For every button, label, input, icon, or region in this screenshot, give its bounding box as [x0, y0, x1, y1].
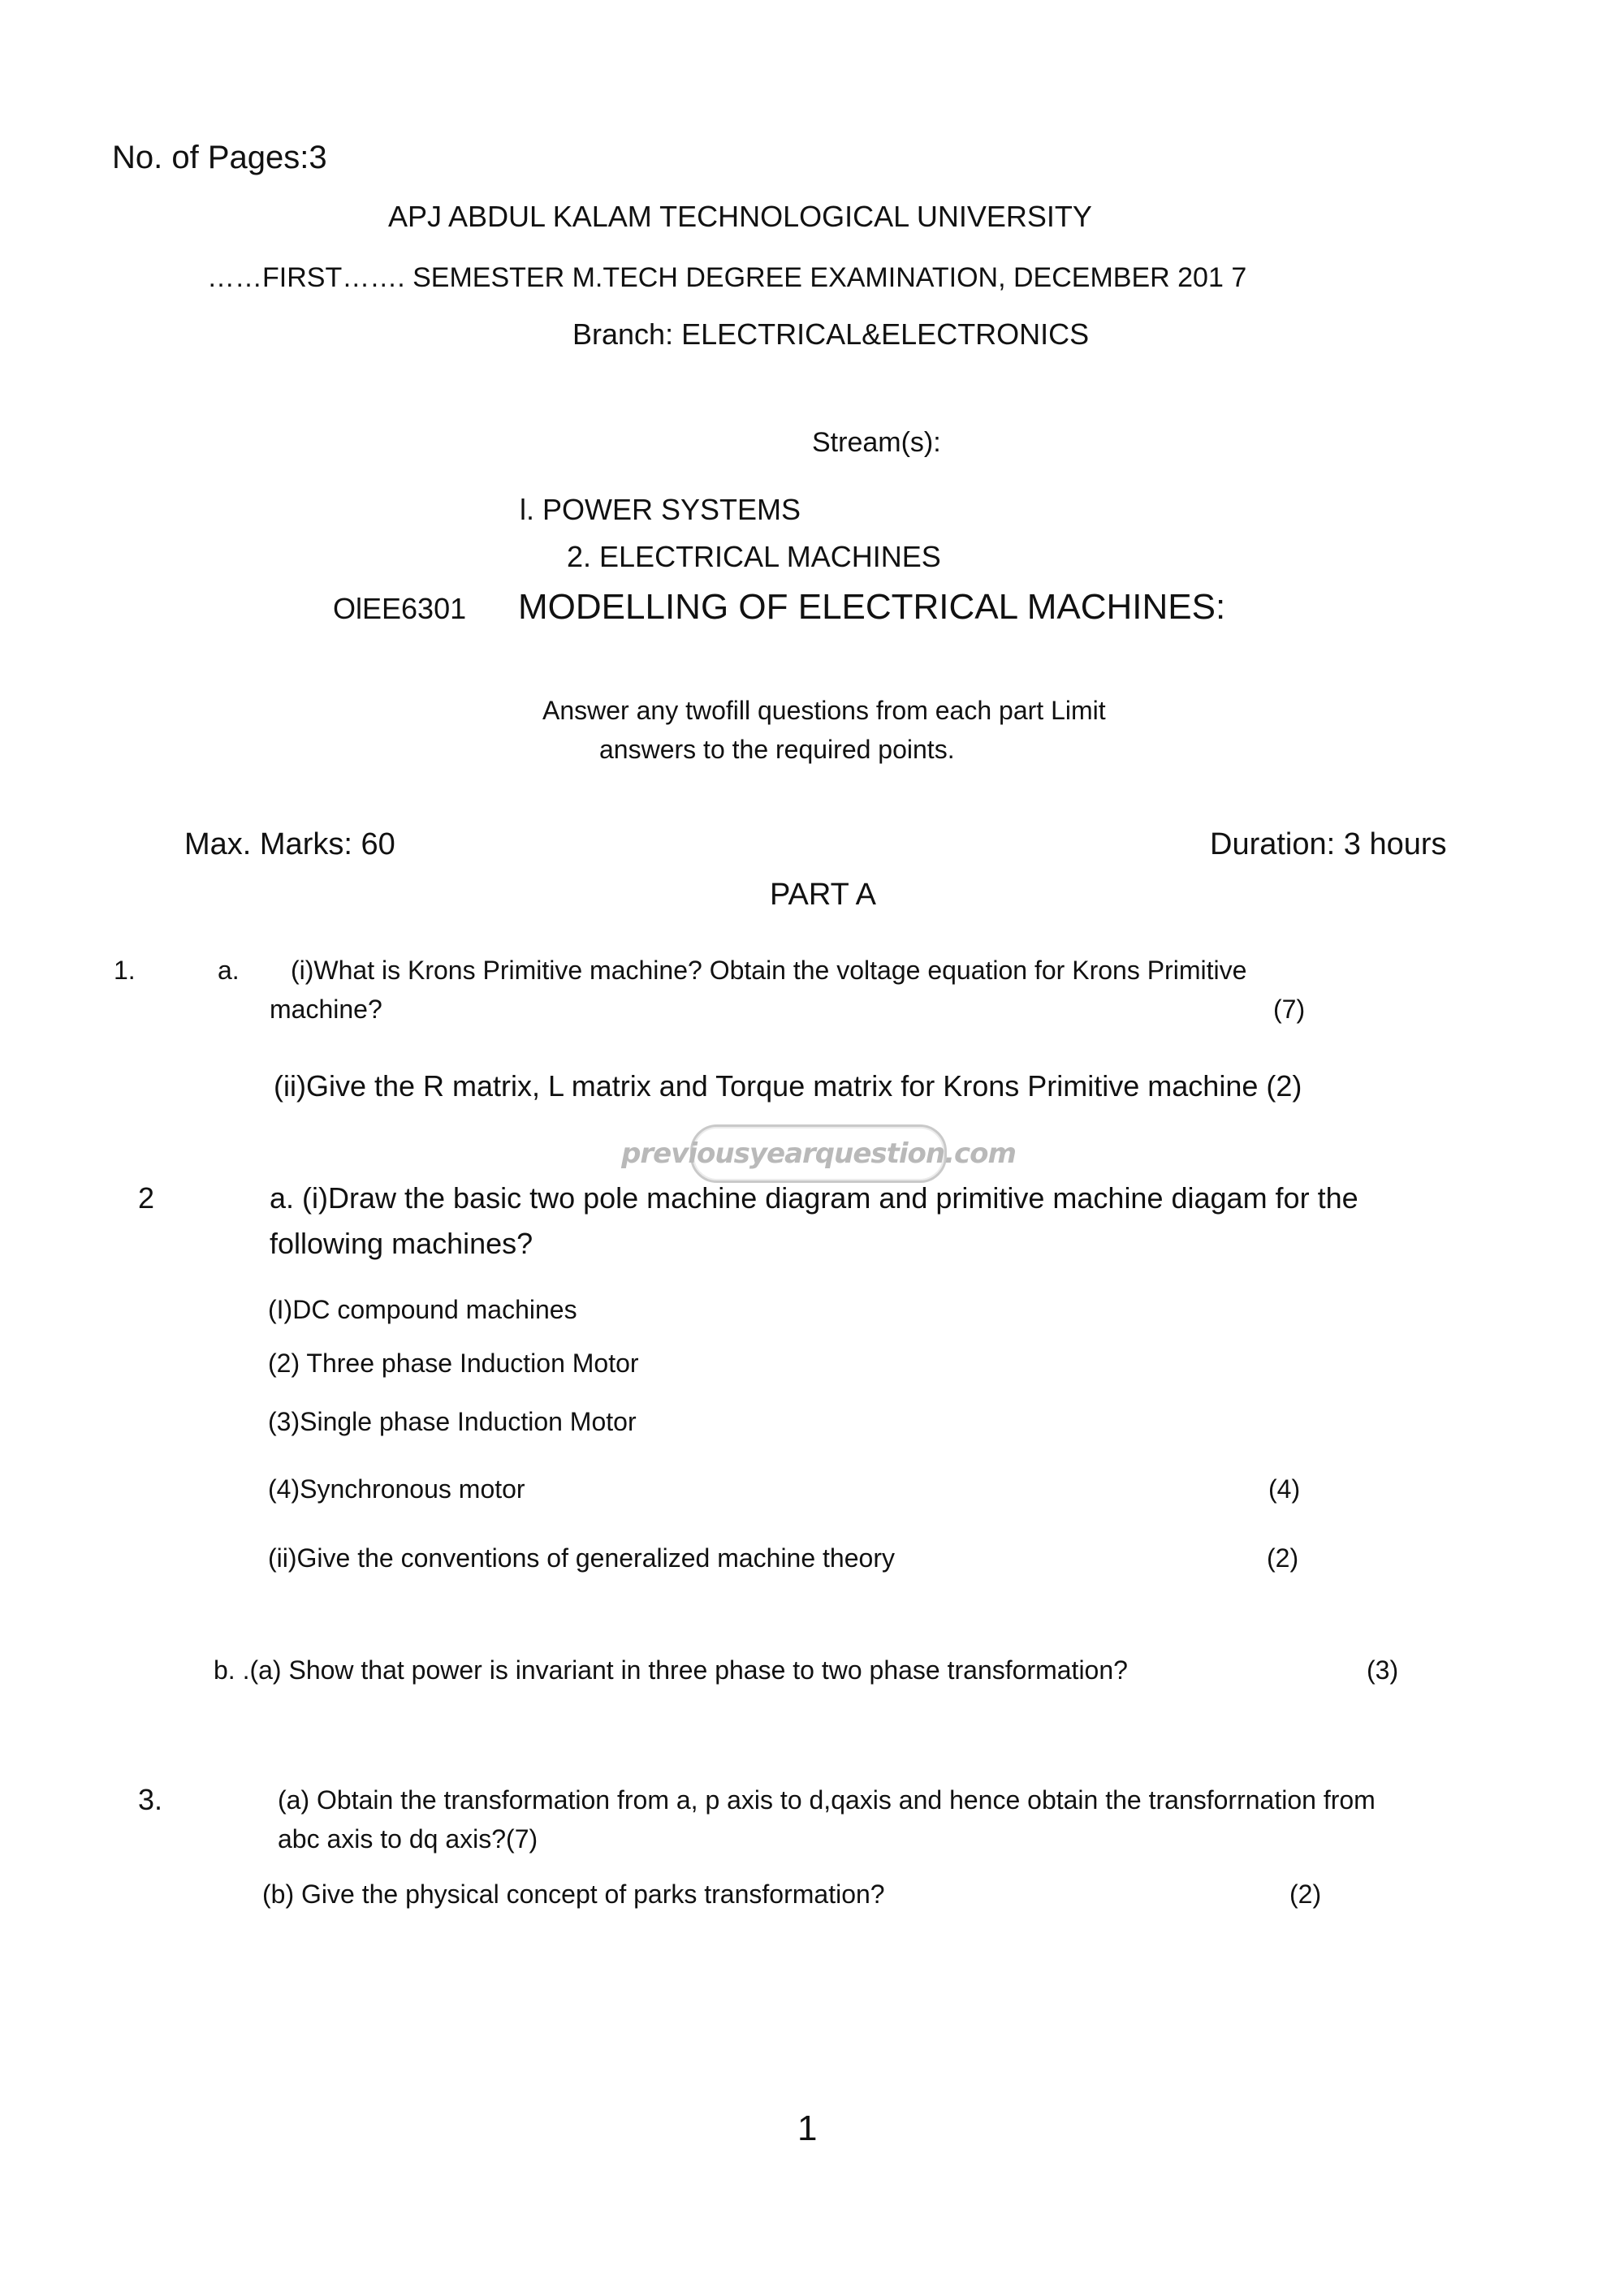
university-name: APJ ABDUL KALAM TECHNOLOGICAL UNIVERSITY [388, 200, 1092, 233]
page-count: No. of Pages:3 [112, 140, 327, 175]
question-3b-marks: (2) [1289, 1880, 1322, 1909]
question-2a-line-1: a. (i)Draw the basic two pole machine diagram and primitive machine diagam for the [270, 1181, 1358, 1215]
question-1-sub: a. [218, 956, 240, 985]
question-2-part-ii-marks: (2) [1267, 1543, 1299, 1573]
question-3a-line-1: (a) Obtain the transformation from a, p axis to d,qaxis and hence obtain the transforrnation from [278, 1785, 1376, 1815]
instructions-line-1: Answer any twofill questions from each part Limit [542, 696, 1106, 725]
page-number: 1 [797, 2108, 818, 2148]
streams-label: Stream(s): [812, 427, 941, 458]
max-marks: Max. Marks: 60 [184, 827, 395, 861]
question-1a-line-1: (i)What is Krons Primitive machine? Obtain the voltage equation for Krons Primitive [291, 956, 1247, 985]
course-title: MODELLING OF ELECTRICAL MACHINES: [518, 587, 1226, 627]
question-3b: (b) Give the physical concept of parks transformation? [262, 1880, 885, 1909]
question-2b-marks: (3) [1367, 1655, 1399, 1685]
question-1a-part-ii: (ii)Give the R matrix, L matrix and Torque matrix for Krons Primitive machine (2) [274, 1069, 1302, 1103]
question-1-number: 1. [114, 956, 136, 985]
stream-electrical-machines: 2. ELECTRICAL MACHINES [567, 540, 941, 573]
question-1a-line-2: machine? [270, 995, 382, 1024]
duration: Duration: 3 hours [1210, 827, 1447, 861]
instructions-line-2: answers to the required points. [599, 735, 955, 764]
question-2-item-1: (I)DC compound machines [268, 1295, 577, 1324]
question-2-item-4-marks: (4) [1268, 1474, 1301, 1504]
question-2b: b. .(a) Show that power is invariant in three phase to two phase transformation? [214, 1655, 1128, 1685]
part-heading: PART A [770, 878, 876, 912]
question-3-number: 3. [138, 1783, 163, 1816]
question-2-number: 2 [138, 1181, 155, 1215]
stream-power-systems: l. POWER SYSTEMS [520, 493, 801, 526]
question-2-item-3: (3)Single phase Induction Motor [268, 1407, 637, 1436]
branch: Branch: ELECTRICAL&ELECTRONICS [572, 317, 1090, 351]
question-2-item-4: (4)Synchronous motor [268, 1474, 525, 1504]
course-code: OlEE6301 [333, 592, 467, 625]
question-2-part-ii: (ii)Give the conventions of generalized machine theory [268, 1543, 895, 1573]
question-2a-line-2: following machines? [270, 1227, 533, 1260]
question-2-item-2: (2) Three phase Induction Motor [268, 1349, 639, 1378]
watermark-logo: previousyearquestion.com [690, 1124, 947, 1183]
question-3a-line-2: abc axis to dq axis?(7) [278, 1824, 538, 1854]
exam-title: ……FIRST……. SEMESTER M.TECH DEGREE EXAMINATION, DECEMBER 201 7 [207, 262, 1247, 293]
question-1a-marks: (7) [1273, 995, 1306, 1024]
